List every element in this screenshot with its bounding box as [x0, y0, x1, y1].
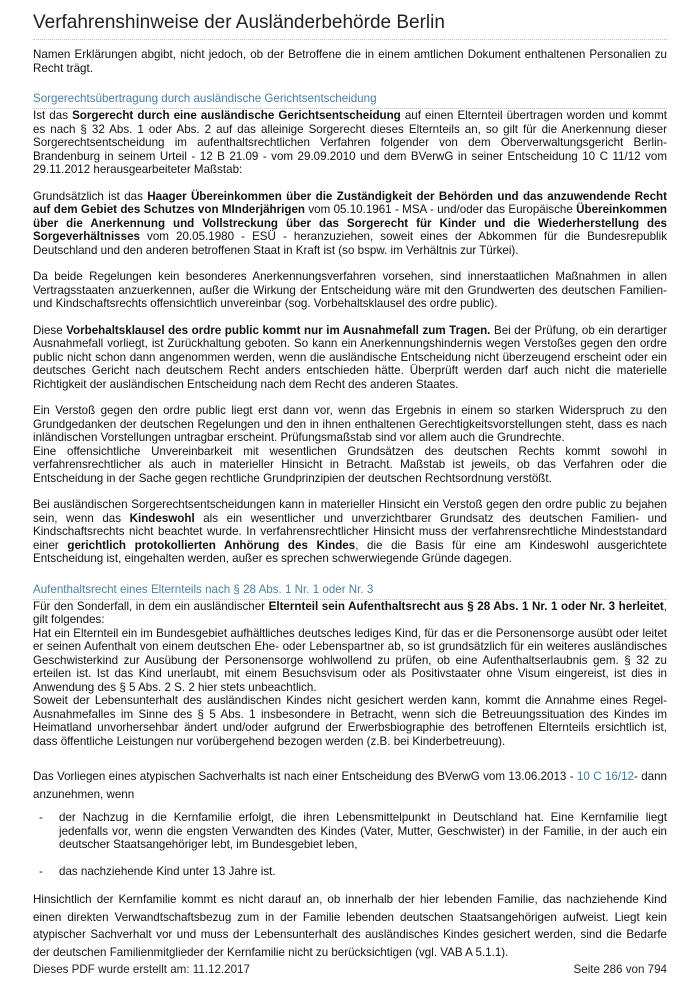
intro-paragraph: Namen Erklärungen abgibt, nicht jedoch, ob der Betroffene die in einem amtlichen Dokument enthaltenen Personalien zu Recht trägt. — [33, 48, 667, 75]
paragraph: Ein Verstoß gegen den ordre public liegt erst dann vor, wenn das Ergebnis in einem so starken Widerspruch zu den Grundgedanken der deutschen Regelungen und den in ihnen enthaltenen Gerechtigkeitsvorstellungen steht, dass es nach inländischen Vorstellungen untragbar erscheint. Prüfungsmaßstab sind vor allem auch die Grundrechte. — [33, 404, 667, 444]
page-number: Seite 286 von 794 — [573, 963, 667, 976]
page-footer — [33, 963, 667, 976]
list-item: - das nachziehende Kind unter 13 Jahre ist. — [39, 864, 276, 878]
creation-date: Dieses PDF wurde erstellt am: 11.12.2017 — [33, 963, 250, 976]
bullet-dash: - — [39, 811, 43, 824]
bullet-dash: - — [39, 864, 43, 878]
paragraph: Da beide Regelungen kein besonderes Anerkennungsverfahren vorsehen, sind innerstaatlichen Maßnahmen in allen Vertragsstaaten anzuerkennen, außer die Wirkung der Entscheidung wäre mit den Grundwerten des deutschen Familien- und Kindschaftsrechts offensichtlich unvereinbar (sog. Vorbehaltsklausel des ordre public). — [33, 270, 667, 310]
court-decision-link[interactable]: 10 C 16/12 — [576, 770, 634, 783]
list-item: - der Nachzug in die Kernfamilie erfolgt, die ihren Lebensmittelpunkt in Deutschland hat. Eine Kernfamilie liegt jedenfalls vor, wenn die engsten Verwandten des Kindes (Vater, Mutter, Geschwister) in der Familie, in der auch ein deutscher Staatsangehöriger lebt, im Bundesgebiet leben, — [39, 811, 667, 851]
paragraph: Eine offensichtliche Unvereinbarkeit mit wesentlichen Grundsätzen des deutschen Rechts kommt sowohl in verfahrensrechtlicher als auch in materieller Hinsicht in Betracht. Maßstab ist jeweils, ob das Verfahren oder die Entscheidung in der Sache gegen rechtliche Grundprinzipien der deutschen Rechtsordnung verstößt. — [33, 444, 667, 485]
document-page — [33, 0, 667, 961]
paragraph: Diese Vorbehaltsklausel des ordre public kommt nur im Ausnahmefall zum Tragen. Bei der Prüfung, ob ein derartiger Ausnahmefall vorliegt, ist Zurückhaltung geboten. So kann ein Anerkennungshindernis wegen Verstoßes gegen den ordre public nicht schon dann angenommen werden, wenn die ausländische Entscheidung nicht überzeugend erscheint oder ein deutsches Gericht nach deutschem Recht anders entschieden hätte. Überprüft werden darf auch nicht die materielle Richtigkeit der ausländischen Entscheidung nach dem Recht des anderen Staates. — [33, 323, 667, 391]
paragraph: Ist das Sorgerecht durch eine ausländische Gerichtsentscheidung auf einen Elternteil übertragen worden und kommt es nach § 32 Abs. 1 oder Abs. 2 auf das alleinige Sorgerecht dieses Elternteils an, so gilt für die Anerkennung dieser Sorgerechtsentscheidung im aufenthaltsrechtlichen Verfahren folgender von dem Oberverwaltungsgericht Berlin-Brandenburg in seinem Urteil - 12 B 21.09 - vom 29.09.2010 und dem BVerwG in seiner Entscheidung 10 C 11/12 vom 29.11.2012 herausgearbeiteter Maßstab: — [33, 109, 668, 176]
paragraph: Soweit der Lebensunterhalt des ausländischen Kindes nicht gesichert werden kann, kommt die Annahme eines Regel-Ausnahmefalles im Sinne des § 5 Abs. 1 insbesondere in Betracht, wenn sich die Betreuungssituation des Kindes im Heimatland unvorhersehbar ändert und/oder aufgrund der Erwerbsbiographie des betroffenen Elternteils ersichtlich ist, dass öffentliche Leistungen nur vorübergehend bezogen werden (z.B. bei Kinderbetreuung). — [33, 694, 667, 748]
paragraph: Hat ein Elternteil ein im Bundesgebiet aufhältliches deutsches lediges Kind, für das er die Personensorge ausübt oder leitet er seinen Aufenthalt von einem deutschen Ehe- oder Lebenspartner ab, so ist grundsätzlich für ein weiteres ausländisches Geschwisterkind zur Ausübung der Personensorge wohlwollend zu prüfen, ob eine Aufenthaltserlaubnis gem. § 32 zu erteilen ist. Ist das Kind unerlaubt, mit einem Besuchsvisum oder als Positivstaater ohne Visum eingereist, ist dies in Anwendung des § 5 Abs. 2 S. 2 hier stets unbeachtlich. — [33, 626, 667, 694]
paragraph: Das Vorliegen eines atypischen Sachverhalts ist nach einer Entscheidung des BVerwG vom 13.06.2013 - 10 C 16/12- dann anzunehmen, wenn — [33, 770, 667, 801]
section-heading-aufenthaltsrecht: Aufenthaltsrecht eines Elternteils nach § 28 Abs. 1 Nr. 1 oder Nr. 3 — [33, 583, 667, 600]
paragraph: Für den Sonderfall, in dem ein ausländischer Elternteil sein Aufenthaltsrecht aus § 28 Abs. 1 Nr. 1 oder Nr. 3 herleitet, gilt folgendes: — [33, 599, 667, 626]
paragraph: Hinsichtlich der Kernfamilie kommt es nicht darauf an, ob innerhalb der hier lebenden Familie, das nachziehende Kind einen direkten Verwandtschaftsbezug zum in der Familie lebenden deutschen Staatsangehörigen aufweist. Liegt kein atypischer Sachverhalt vor und muss der Lebensunterhalt des ausländisches Kindes gesichert werden, sind die Bedarfe der deutschen Familienmitglieder der Kernfamilie nicht zu berücksichtigen (vgl. VAB A 5.1.1). — [33, 893, 667, 959]
paragraph: Grundsätzlich ist das Haager Übereinkommen über die Zuständigkeit der Behörden und das anzuwendende Recht auf dem Gebiet des Schutzes von MInderjährigen vom 05.10.1961 - MSA - und/oder das Europäische Übereinkommen über die Anerkennung und Vollstreckung über das Sorgerecht für Kinder und die Wiederherstellung des Sorgeverhältnisses vom 20.05.1980 - ESÜ - heranzuziehen, soweit eines der Abkommen für die Bundesrepublik Deutschland und den anderen betroffenen Staat in Kraft ist (so bspw. im Verhältnis zur Türkei). — [33, 189, 667, 257]
page-title: Verfahrenshinweise der Ausländerbehörde Berlin — [33, 12, 667, 40]
criteria-list — [33, 811, 667, 878]
section-heading-sorgerecht: Sorgerechtsübertragung durch ausländische Gerichtsentscheidung — [33, 92, 667, 109]
paragraph: Bei ausländischen Sorgerechtsentscheidungen kann in materieller Hinsicht ein Verstoß gegen den ordre public zu bejahen sein, wenn das Kindeswohl als ein wesentlicher und unverzichtbarer Grundsatz des deutschen Familien- und Kindschaftsrechts nicht beachtet wurde. In verfahrensrechtlicher Hinsicht muss der verfahrensrechtliche Mindeststandard einer gerichtlich protokollierten Anhörung des Kindes, die die Basis für eine am Kindeswohl ausgerichtete Entscheidung ist, eingehalten werden, außer es sprechen schwerwiegende Gründe dagegen. — [33, 498, 668, 565]
